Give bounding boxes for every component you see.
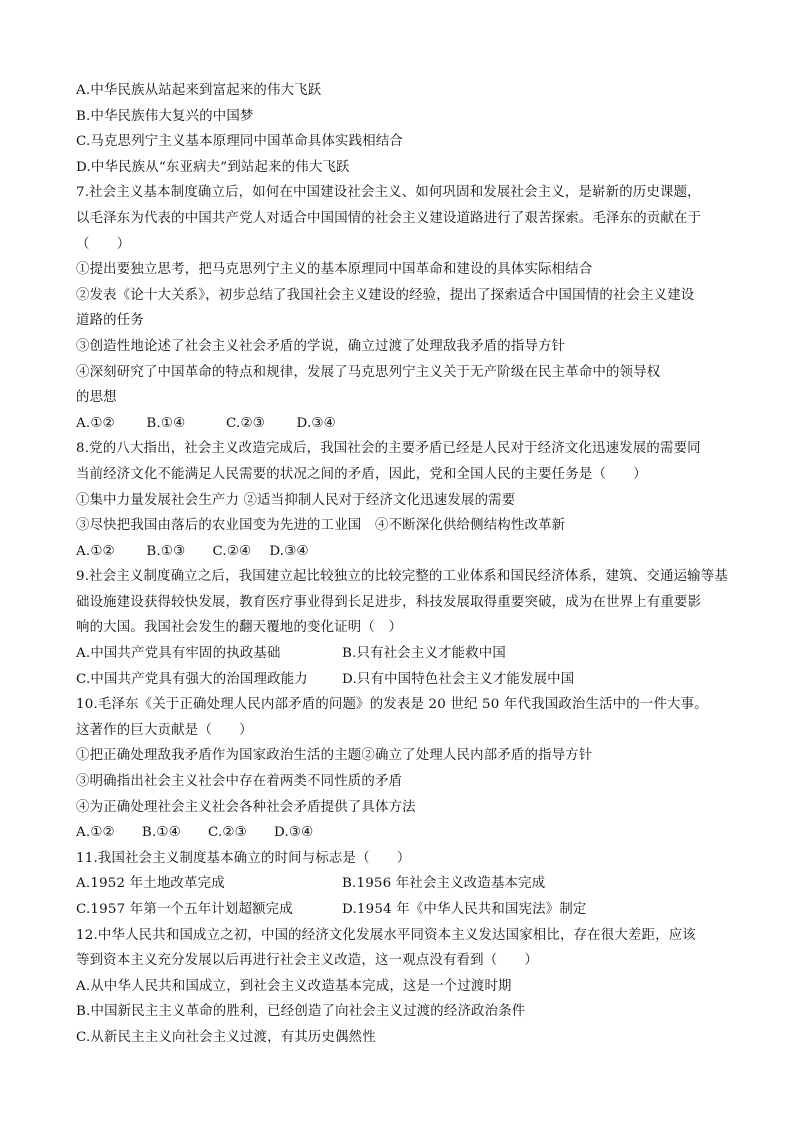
- q12-stem-line: 12.中华人民共和国成立之初，中国的经济文化发展水平同资本主义发达国家相比，存在很大差距，应该: [76, 927, 696, 943]
- q7-item-4: ④深刻研究了中国革命的特点和规律，发展了马克思列宁主义关于无产阶级在民主革命中的领导权: [76, 364, 661, 380]
- q7-item-3: ③创造性地论述了社会主义社会矛盾的学说，确立过渡了处理敌我矛盾的指导方针: [76, 338, 566, 354]
- q7-item-2: ②发表《论十大关系》，初步总结了我国社会主义建设的经验，提出了探索适合中国国情的社会主义建设: [76, 287, 695, 303]
- q11-option-b: B.1956 年社会主义改造基本完成: [342, 876, 546, 892]
- q7-options: A.①② B.①④ C.②③ D.③④: [76, 415, 336, 431]
- question-9: [76, 564, 726, 692]
- q6-options: [76, 78, 726, 180]
- q9-options-row: [76, 641, 726, 667]
- q10-stem-line: 10.毛泽东《关于正确处理人民内部矛盾的问题》的发表是 20 世纪 50 年代我国政治生活中的一件大事。: [76, 697, 708, 713]
- q10-stem-line: 这著作的巨大贡献是（ ）: [76, 722, 253, 738]
- q8-stem-line: 8.党的八大指出，社会主义改造完成后，我国社会的主要矛盾已经是人民对于经济文化迅速发展的需要同: [76, 441, 701, 457]
- q9-option-b: B.只有社会主义才能救中国: [342, 646, 506, 662]
- q12-option-a: A.从中华人民共和国成立，到社会主义改造基本完成，这是一个过渡时期: [76, 978, 512, 994]
- q10-item-3: ③明确指出社会主义社会中存在着两类不同性质的矛盾: [76, 774, 403, 790]
- q9-options-row: [76, 667, 726, 693]
- exam-page: [76, 78, 726, 1051]
- q8-items-1-2: ①集中力量发展社会生产力 ②适当抑制人民对于经济文化迅速发展的需要: [76, 492, 516, 508]
- question-11: [76, 846, 726, 923]
- q6-option-a: A.中华民族从站起来到富起来的伟大飞跃: [76, 83, 322, 98]
- q11-option-c: C.1957 年第一个五年计划超额完成: [76, 902, 293, 917]
- q12-stem-line: 等到资本主义充分发展以后再进行社会主义改造，这一观点没有看到（ ）: [76, 953, 539, 969]
- q9-option-a: A.中国共产党具有牢固的执政基础: [76, 646, 281, 662]
- q6-option-b: B.中华民族伟大复兴的中国梦: [76, 108, 254, 124]
- q11-stem: 11.我国社会主义制度基本确立的时间与标志是（ ）: [76, 850, 411, 866]
- q10-items-1-2: ①把正确处理敌我矛盾作为国家政治生活的主题②确立了处理人民内部矛盾的指导方针: [76, 748, 593, 764]
- q11-options-row: [76, 897, 726, 923]
- question-8: [76, 436, 726, 564]
- q10-options: A.①② B.①④ C.②③ D.③④: [76, 825, 314, 841]
- q10-item-4: ④为正确处理社会主义社会各种社会矛盾提供了具体方法: [76, 799, 416, 815]
- q8-items-3-4: ③尽快把我国由落后的农业国变为先进的工业国 ④不断深化供给侧结构性改革新: [76, 518, 566, 534]
- q6-option-c: C.马克思列宁主义基本原理同中国革命具体实践相结合: [76, 134, 404, 150]
- q7-stem-line: （ ）: [76, 236, 131, 252]
- q9-stem-line: 础设施建设获得较快发展，教育医疗事业得到长足进步，科技发展取得重要突破，成为在世界上有重要影: [76, 594, 702, 610]
- question-10: [76, 692, 726, 846]
- q11-option-d: D.1954 年《中华人民共和国宪法》制定: [342, 902, 587, 917]
- q9-stem-line: 9.社会主义制度确立之后，我国建立起比较独立的比较完整的工业体系和国民经济体系，建筑、交通运输等基: [76, 569, 728, 585]
- q7-stem-line: 以毛泽东为代表的中国共产党人对适合中国国情的社会主义建设道路进行了艰苦探索。毛泽东的贡献在于: [76, 210, 702, 226]
- q8-options: A.①② B.①③ C.②④ D.③④: [76, 543, 309, 559]
- question-7: [76, 180, 726, 436]
- q11-option-a: A.1952 年土地改革完成: [76, 876, 225, 892]
- q6-option-d: D.中华民族从“东亚病夫”到站起来的伟大飞跃: [76, 159, 350, 175]
- q7-item-4-cont: 的思想: [76, 390, 117, 406]
- q7-item-2-cont: 道路的任务: [76, 313, 144, 329]
- q9-option-d: D.只有中国特色社会主义才能发展中国: [342, 671, 575, 687]
- q7-stem-line: 7.社会主义基本制度确立后，如何在中国建设社会主义、如何巩固和发展社会主义，是崭新的历史课题，: [76, 185, 701, 201]
- q7-item-1: ①提出要独立思考，把马克思列宁主义的基本原理同中国革命和建设的具体实际相结合: [76, 262, 593, 278]
- q12-option-c: C.从新民主主义向社会主义过渡，有其历史偶然性: [76, 1029, 376, 1045]
- q9-stem-line: 响的大国。我国社会发生的翻天覆地的变化证明（ ）: [76, 620, 403, 636]
- q9-option-c: C.中国共产党具有强大的治国理政能力: [76, 671, 308, 687]
- q11-options-row: [76, 871, 726, 897]
- q12-option-b: B.中国新民主主义革命的胜利，已经创造了向社会主义过渡的经济政治条件: [76, 1004, 526, 1020]
- q8-stem-line: 当前经济文化不能满足人民需要的状况之间的矛盾，因此，党和全国人民的主要任务是（ ）: [76, 466, 647, 482]
- question-12: [76, 923, 726, 1051]
